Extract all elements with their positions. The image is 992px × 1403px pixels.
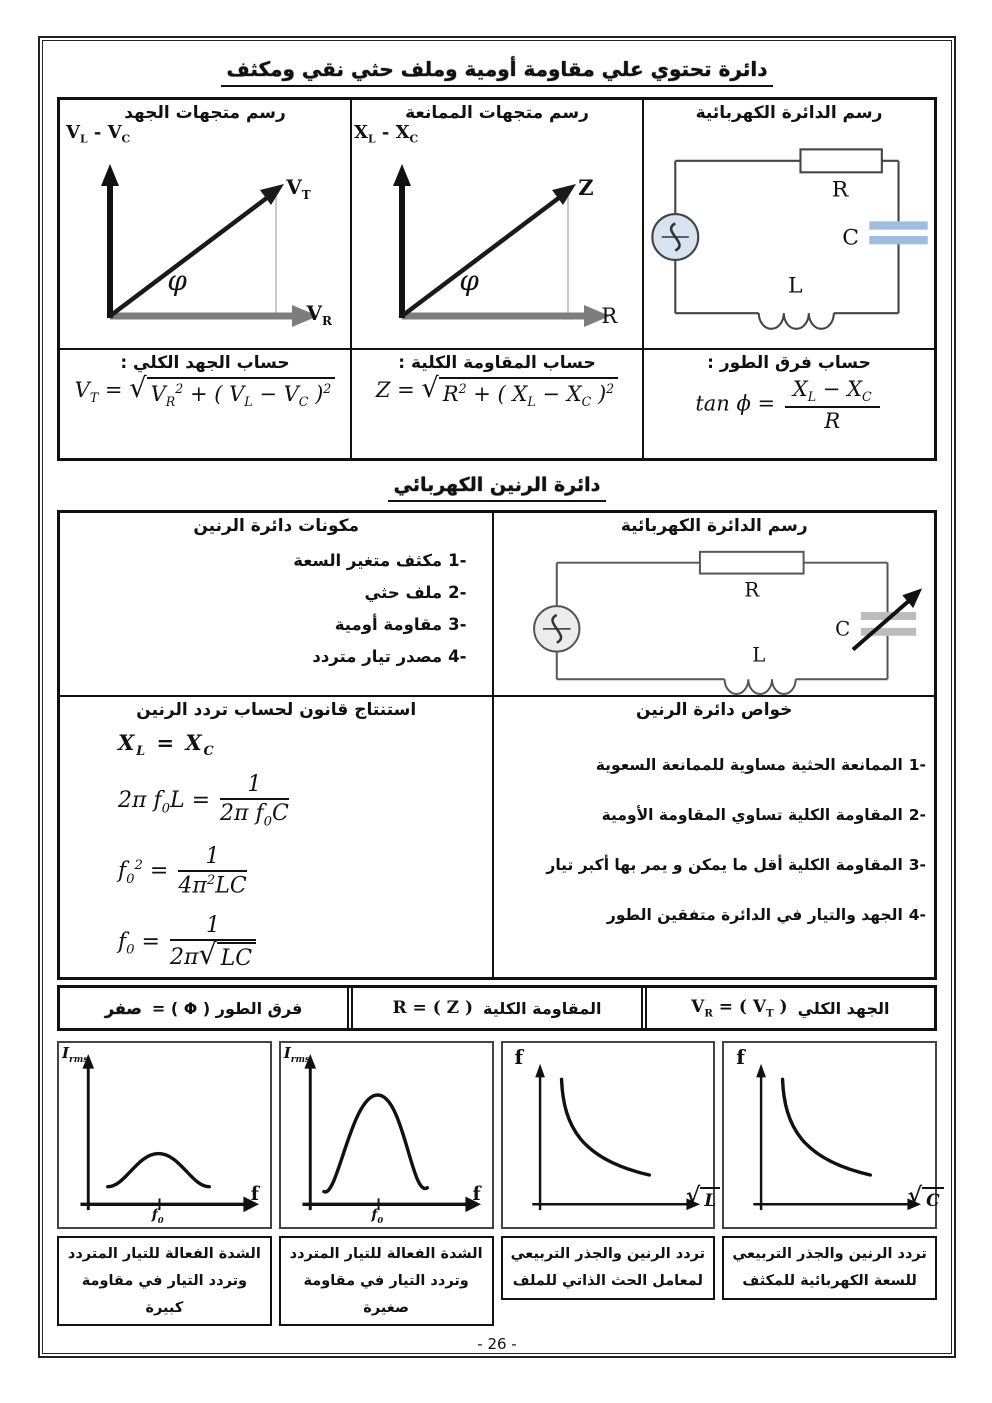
item-text: مصدر تيار متردد xyxy=(312,647,443,666)
item-number: 1- xyxy=(448,551,467,570)
item-number: 4- xyxy=(908,906,926,924)
total-voltage-formula: $V_T$ = √ $V_R^2$ + ( $V_L - V_C$ )$^2$ xyxy=(75,377,336,409)
irms-axis-label: $I_{rms}$ xyxy=(62,1044,89,1065)
voltage-vectors-cell xyxy=(59,99,351,349)
impedance-result-label: المقاومة الكلية xyxy=(483,998,602,1018)
total-voltage-calc-cell xyxy=(59,349,351,459)
item-number: 3- xyxy=(448,615,467,634)
list-item xyxy=(68,551,466,570)
inductor-symbol xyxy=(759,313,834,329)
c-label: C xyxy=(835,617,851,641)
l-label: L xyxy=(752,643,766,667)
section1-title xyxy=(55,57,939,87)
graph-svg xyxy=(503,1043,714,1227)
irms-vs-f-large-r-graph xyxy=(57,1041,272,1229)
voltage-result-cell xyxy=(641,988,934,1028)
c-label: C xyxy=(842,225,859,251)
resonance-circuit-cell xyxy=(493,512,935,696)
caption-line: تردد الرنين والجذر التربيعي xyxy=(510,1246,706,1262)
impedance-result-math: R = ( Z ) xyxy=(392,998,474,1018)
total-impedance-formula: Z = √ $R^2$ + ( $X_L - X_C$ )$^2$ xyxy=(376,377,618,409)
section2-title-text: دائرة الرنين الكهربائي xyxy=(388,474,607,502)
inductor-symbol xyxy=(725,679,796,694)
list-item xyxy=(68,583,466,602)
resistor-symbol xyxy=(800,149,881,172)
f-vs-sqrtC-graph xyxy=(722,1041,940,1229)
item-text: ملف حثي xyxy=(364,583,443,602)
resonance-table xyxy=(57,510,937,980)
graph-column xyxy=(279,1041,494,1326)
phase-result-label: فرق الطور ( Φ ) = xyxy=(151,998,303,1018)
graph-caption xyxy=(57,1236,272,1326)
caption-line: وتردد التيار في مقاومة كبيرة xyxy=(81,1272,248,1316)
impedance-vector-diagram xyxy=(352,122,642,348)
properties-cell xyxy=(493,696,935,978)
capacitor-plate xyxy=(869,236,927,244)
r-label: R xyxy=(831,177,849,203)
components-list xyxy=(60,536,492,666)
graph-svg xyxy=(281,1043,492,1227)
caption-line: الشدة الفعالة للتيار المتردد xyxy=(67,1246,261,1262)
vt-label: $V_T$ xyxy=(286,174,311,202)
f-vs-sqrtL-graph xyxy=(501,1041,716,1229)
list-item xyxy=(502,906,926,924)
impedance-result-cell xyxy=(347,988,640,1028)
caption-line: للسعة الكهربائية للمكثف xyxy=(742,1272,917,1289)
graph-caption xyxy=(722,1236,937,1300)
item-number: 3- xyxy=(908,856,926,874)
series-circuit-svg xyxy=(644,126,934,348)
f-axis-label: f xyxy=(736,1045,745,1069)
item-number: 1- xyxy=(908,756,926,774)
resonance-circuit-diagram xyxy=(494,539,934,695)
item-number: 4- xyxy=(448,647,467,666)
list-item xyxy=(68,647,466,666)
impedance-vector-svg xyxy=(352,126,642,348)
f0-tick-label: $f_0$ xyxy=(371,1206,384,1225)
f-axis-label: f xyxy=(514,1045,524,1069)
derivation-steps xyxy=(60,720,492,972)
phase-diff-calc-cell xyxy=(643,349,935,459)
f-axis-label: f xyxy=(250,1182,259,1205)
vr-label: $V_R$ xyxy=(306,301,333,329)
derivation-header: استنتاج قانون لحساب تردد الرنين xyxy=(136,700,417,720)
irms-vs-f-small-r-graph xyxy=(279,1041,494,1229)
sharp-resonance-curve xyxy=(324,1095,427,1192)
sqrtC-axis-label: √ C xyxy=(908,1187,944,1211)
graph-caption xyxy=(279,1236,494,1326)
voltage-vectors-header: رسم متجهات الجهد xyxy=(124,103,286,123)
capacitor-plate xyxy=(869,221,927,229)
page-frame xyxy=(38,36,956,1358)
total-voltage-calc-header: حساب الجهد الكلي : xyxy=(120,353,290,373)
z-vector xyxy=(402,194,564,316)
series-circuit-cell xyxy=(643,99,935,349)
phi-label: φ xyxy=(459,263,479,297)
broad-resonance-curve xyxy=(108,1154,209,1187)
caption-line: الشدة الفعالة للتيار المتردد xyxy=(289,1246,483,1262)
page-number: - 26 - xyxy=(477,1335,517,1354)
section1-title-text: دائرة تحتوي علي مقاومة أومية وملف حثي نقي ومكثف xyxy=(221,57,774,87)
phi-label: φ xyxy=(167,263,187,297)
derivation-step: $X_L = X_C$ xyxy=(118,730,216,759)
list-item xyxy=(68,615,466,634)
item-text: مكثف متغير السعة xyxy=(293,551,443,570)
xl-xc-label: $X_L - X_C$ xyxy=(354,122,419,146)
sqrtL-axis-label: √ L xyxy=(686,1187,720,1211)
z-label: Z xyxy=(578,174,594,200)
derivation-step: $f_0$ = 1 2π √ LC xyxy=(118,913,492,972)
vt-vector xyxy=(110,194,272,316)
total-impedance-calc-header: حساب المقاومة الكلية : xyxy=(398,353,596,373)
resistor-symbol xyxy=(700,552,804,574)
inverse-curve xyxy=(561,1079,649,1175)
components-header: مكونات دائرة الرنين xyxy=(193,516,360,536)
graph-svg xyxy=(724,1043,935,1227)
properties-list xyxy=(494,720,934,924)
caption-line: وتردد التيار في مقاومة صغيرة xyxy=(303,1272,469,1316)
total-impedance-calc-cell xyxy=(351,349,643,459)
vl-vc-label: $V_L - V_C$ xyxy=(66,122,131,146)
graph-column xyxy=(501,1041,716,1326)
list-item xyxy=(502,756,926,774)
impedance-vectors-header: رسم متجهات الممانعة xyxy=(405,103,589,123)
r-label: R xyxy=(744,578,760,602)
phase-result-value: صفر xyxy=(104,998,142,1018)
r-label: R xyxy=(601,303,618,328)
impedance-vectors-cell xyxy=(351,99,643,349)
section2-title xyxy=(55,474,939,502)
series-circuit-diagram xyxy=(644,126,934,348)
resonance-circuit-header: رسم الدائرة الكهربائية xyxy=(620,516,808,536)
resonance-circuit-svg xyxy=(494,539,934,695)
rlc-series-table xyxy=(57,97,937,461)
voltage-vector-diagram xyxy=(60,122,350,348)
voltage-result-label: الجهد الكلي xyxy=(797,998,890,1018)
item-text: الممانعة الحثية مساوية للممانعة السعوية xyxy=(595,756,903,774)
graph-caption xyxy=(501,1236,716,1300)
resonance-results-row xyxy=(57,985,937,1031)
caption-line: لمعامل الحث الذاتي للملف xyxy=(512,1272,703,1289)
phase-diff-calc-header: حساب فرق الطور : xyxy=(707,353,871,373)
components-cell xyxy=(59,512,493,696)
graph-column xyxy=(722,1041,940,1326)
derivation-step: $f_0^2$ = $\frac{1}{4\pi^2LC}$ xyxy=(118,844,247,899)
list-item xyxy=(502,856,926,874)
graph-column xyxy=(57,1041,272,1326)
item-number: 2- xyxy=(448,583,467,602)
list-item xyxy=(502,806,926,824)
item-text: الجهد والتيار في الدائرة متفقين الطور xyxy=(606,906,903,924)
item-text: المقاومة الكلية أقل ما يمكن و يمر بها أكبر تيار xyxy=(546,856,903,874)
properties-header: خواص دائرة الرنين xyxy=(636,700,793,720)
graph-svg xyxy=(59,1043,270,1227)
item-text: مقاومة أومية xyxy=(334,615,443,634)
l-label: L xyxy=(787,273,803,299)
item-number: 2- xyxy=(908,806,926,824)
phase-diff-formula: tan ϕ = $\frac{X_L - X_C}{R}$ xyxy=(695,377,882,433)
page-frame-inner xyxy=(42,40,952,1354)
voltage-result-math: $V_R$ = ( $V_T$ ) xyxy=(691,996,788,1020)
variable-capacitor-arrow xyxy=(853,596,914,649)
f0-tick-label: $f_0$ xyxy=(151,1206,164,1225)
caption-line: تردد الرنين والجذر التربيعي xyxy=(732,1246,927,1262)
derivation-cell xyxy=(59,696,493,978)
f-axis-label: f xyxy=(472,1182,481,1205)
inverse-curve xyxy=(783,1079,871,1175)
phase-result-cell xyxy=(60,988,347,1028)
item-text: المقاومة الكلية تساوي المقاومة الأومية xyxy=(601,806,903,824)
series-circuit-header: رسم الدائرة الكهربائية xyxy=(695,103,883,123)
derivation-step: 2π $f_0L$ = $\frac{1}{2\pi f_0C}$ xyxy=(118,772,289,830)
irms-axis-label: $I_{rms}$ xyxy=(283,1044,311,1065)
graphs-row xyxy=(57,1041,940,1326)
